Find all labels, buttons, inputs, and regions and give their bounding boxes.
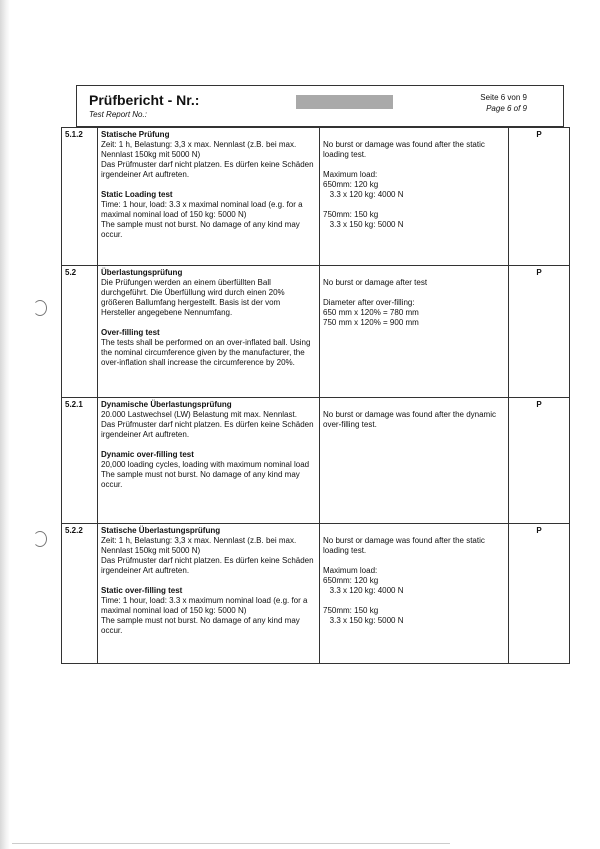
requirement-title-en: Dynamic over-filling test xyxy=(101,450,194,459)
requirement-title-en: Over-filling test xyxy=(101,328,160,337)
finding-cell xyxy=(320,128,509,266)
requirement-cell xyxy=(98,398,320,524)
finding-cell xyxy=(320,266,509,398)
report-header xyxy=(76,85,564,127)
scan-bottom-edge xyxy=(12,843,450,844)
requirement-title-de: Statische Überlastungsprüfung xyxy=(101,526,221,535)
requirement-title-en: Static Loading test xyxy=(101,190,173,199)
requirement-title-de: Statische Prüfung xyxy=(101,130,170,139)
requirement-text-de: Zeit: 1 h, Belastung: 3,3 x max. Nennlast (z.B. bei max. Nennlast 150kg mit 5000 N) Das Prüfmuster darf nicht platzen. Es dürfen keine Schäden irgendeiner Art auftreten. xyxy=(101,536,314,575)
report-title: Prüfbericht - Nr.: xyxy=(89,92,200,108)
verdict: P xyxy=(509,128,570,266)
verdict: P xyxy=(509,266,570,398)
requirement-title-de: Dynamische Überlastungsprüfung xyxy=(101,400,232,409)
finding-summary: No burst or damage was found after the static loading test. xyxy=(323,140,485,159)
table-row xyxy=(62,398,570,524)
requirement-cell xyxy=(98,266,320,398)
requirement-title-en: Static over-filling test xyxy=(101,586,183,595)
table-row xyxy=(62,266,570,398)
finding-detail-2: 750mm: 150 kg 3.3 x 150 kg: 5000 N xyxy=(323,606,404,625)
table-row xyxy=(62,524,570,664)
requirement-cell xyxy=(98,128,320,266)
redacted-report-number xyxy=(296,95,393,109)
finding-detail: Maximum load: 650mm: 120 kg 3.3 x 120 kg: 4000 N xyxy=(323,170,404,199)
requirement-text-en: Time: 1 hour, load: 3.3 x maximum nominal load (e.g. for a maximal nominal load of 150 kg: 5000 N) The sample must not burst. No damage of any kind may occur. xyxy=(101,596,308,635)
requirement-cell xyxy=(98,524,320,664)
verdict: P xyxy=(509,524,570,664)
requirement-text-de: Zeit: 1 h, Belastung: 3,3 x max. Nennlast (z.B. bei max. Nennlast 150kg mit 5000 N) Das Prüfmuster darf nicht platzen. Es dürfen keine Schäden irgendeiner Art auftreten. xyxy=(101,140,314,179)
requirement-text-de: Die Prüfungen werden an einem überfüllten Ball durchgeführt. Die Überfüllung wird durch einen 20% größeren Ballumfang hergestellt. Basis ist der vom Hersteller angegebene Nennumfang. xyxy=(101,278,285,317)
requirement-title-de: Überlastungsprüfung xyxy=(101,268,183,277)
punch-hole-lower xyxy=(33,531,47,547)
requirement-text-en: The tests shall be performed on an over-inflated ball. Using the nominal circumference given by the manufacturer, the over-inflation shall increase the circumference by 20%. xyxy=(101,338,311,367)
test-results-table xyxy=(61,127,570,664)
finding-cell xyxy=(320,524,509,664)
table-row xyxy=(62,128,570,266)
clause-number: 5.1.2 xyxy=(62,128,98,266)
page-indicator-de: Seite 6 von 9 xyxy=(480,93,527,102)
finding-summary: No burst or damage was found after the dynamic over-filling test. xyxy=(323,410,496,429)
requirement-text-en: Time: 1 hour, load: 3.3 x maximal nominal load (e.g. for a maximal nominal load of 150 kg: 5000 N) The sample must not burst. No damage of any kind may occur. xyxy=(101,200,303,239)
requirement-text-en: 20,000 loading cycles, loading with maximum nominal load The sample must not burst. No damage of any kind may occur. xyxy=(101,460,310,489)
requirement-text-de: 20.000 Lastwechsel (LW) Belastung mit max. Nennlast. Das Prüfmuster darf nicht platzen. Es dürfen keine Schäden irgendeiner Art auftreten. xyxy=(101,410,314,439)
clause-number: 5.2.2 xyxy=(62,524,98,664)
clause-number: 5.2 xyxy=(62,266,98,398)
finding-cell xyxy=(320,398,509,524)
punch-hole-upper xyxy=(33,300,47,316)
page-indicator-en: Page 6 of 9 xyxy=(486,104,527,113)
verdict: P xyxy=(509,398,570,524)
scan-edge-shadow xyxy=(0,0,10,849)
finding-summary: No burst or damage was found after the static loading test. xyxy=(323,536,485,555)
report-subtitle: Test Report No.: xyxy=(89,110,147,119)
finding-detail: Diameter after over-filling: 650 mm x 120% = 780 mm 750 mm x 120% = 900 mm xyxy=(323,298,419,327)
finding-detail-2: 750mm: 150 kg 3.3 x 150 kg: 5000 N xyxy=(323,210,404,229)
page-indicator xyxy=(480,92,527,114)
clause-number: 5.2.1 xyxy=(62,398,98,524)
finding-summary: No burst or damage after test xyxy=(323,278,428,287)
finding-detail: Maximum load: 650mm: 120 kg 3.3 x 120 kg: 4000 N xyxy=(323,566,404,595)
